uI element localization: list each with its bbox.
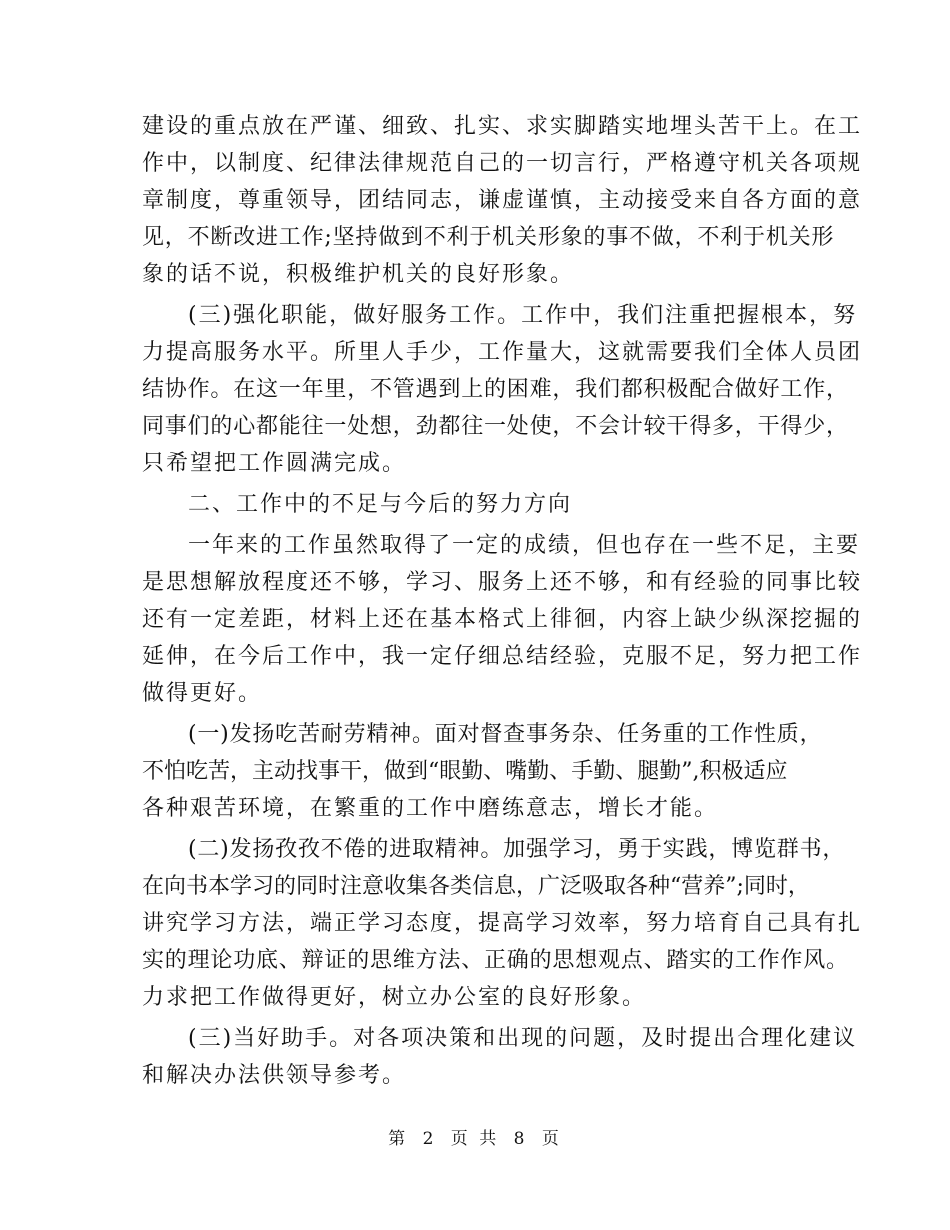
text-line: (一)发扬吃苦耐劳精神。面对督查事务杂、任务重的工作性质， (188, 722, 823, 747)
paragraph (142, 297, 863, 482)
paragraph (142, 716, 823, 827)
section-heading (142, 486, 817, 523)
text-line: 做得更好。 (142, 681, 263, 706)
text-line: 作中，以制度、纪律法律规范自己的一切言行，严格遵守机关各项规 (142, 151, 863, 176)
text-line: 各种艰苦环境，在繁重的工作中磨练意志，增长才能。 (142, 796, 719, 821)
text-line: (三)当好助手。对各项决策和出现的问题，及时提出合理化建议 (188, 1026, 858, 1051)
text-line: 是思想解放程度还不够，学习、服务上还不够，和有经验的同事比较 (142, 570, 863, 595)
text-line: (二)发扬孜孜不倦的进取精神。加强学习，勇于实践，博览群书， (188, 837, 846, 862)
page-footer (0, 1124, 950, 1149)
text-line: (三)强化职能，做好服务工作。工作中，我们注重把握根本，努 (188, 303, 858, 328)
page-number-total: 8 (513, 1129, 528, 1149)
page-footer-prefix: 第 (388, 1129, 409, 1149)
text-line: 不怕吃苦，主动找事干，做到“眼勤、嘴勤、手勤、腿勤”,积极适应 (142, 759, 788, 784)
page-number-current: 2 (422, 1129, 437, 1149)
text-line: 延伸，在今后工作中，我一定仔细总结经验，克服不足，努力把工作 (142, 644, 863, 669)
text-line: 讲究学习方法，端正学习态度，提高学习效率，努力培育自己具有扎 (142, 911, 863, 936)
text-line: 象的话不说，积极维护机关的良好形象。 (142, 262, 575, 287)
text-line: 建设的重点放在严谨、细致、扎实、求实脚踏实地埋头苦干上。在工 (142, 114, 863, 139)
paragraph (142, 527, 863, 712)
text-line: 只希望把工作圆满完成。 (142, 451, 407, 476)
paragraph (142, 108, 863, 293)
text-line: 还有一定差距，材料上还在基本格式上徘徊，内容上缺少纵深挖掘的 (142, 607, 863, 632)
page-footer-suffix: 页 (541, 1129, 562, 1149)
text-line: 实的理论功底、辩证的思维方法、正确的思想观点、踏实的工作作风。 (142, 948, 849, 973)
paragraph (142, 1020, 858, 1094)
text-line: 一年来的工作虽然取得了一定的成绩，但也存在一些不足，主要 (188, 533, 861, 558)
text-line: 和解决办法供领导参考。 (142, 1063, 407, 1088)
text-line: 在向书本学习的同时注意收集各类信息，广泛吸取各种“营养”;同时， (142, 874, 810, 899)
document-body (142, 108, 863, 1094)
text-line: 力求把工作做得更好，树立办公室的良好形象。 (142, 985, 647, 1010)
text-line: 力提高服务水平。所里人手少，工作量大，这就需要我们全体人员团 (142, 340, 863, 365)
text-line: 二、工作中的不足与今后的努力方向 (188, 492, 573, 517)
text-line: 同事们的心都能往一处想，劲都往一处使，不会计较干得多，干得少， (142, 414, 849, 439)
text-line: 结协作。在这一年里，不管遇到上的困难，我们都积极配合做好工作， (142, 377, 849, 402)
paragraph (142, 831, 863, 1016)
page-footer-middle: 页 共 (450, 1129, 500, 1149)
text-line: 章制度，尊重领导，团结同志，谦虚谨慎，主动接受来自各方面的意 (142, 188, 863, 213)
text-line: 见，不断改进工作;坚持做到不利于机关形象的事不做，不利于机关形 (142, 225, 835, 250)
